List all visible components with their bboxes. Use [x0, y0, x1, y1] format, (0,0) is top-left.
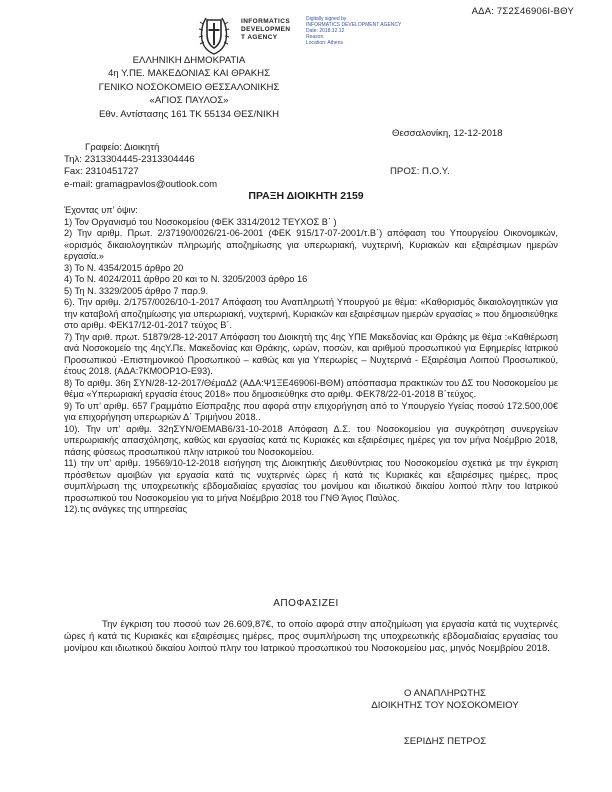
ada-code: ΑΔΑ: 7Σ2Σ46906Ι-ΒΘΥ [471, 6, 574, 17]
considerations-item: 9) Το υπ’ αριθμ. 657 Γραμμάτιο Είσπραξης που αφορά στην επιχορήγηση από το Υπουργείο Υγείας ποσού 172.500,00€ για επιχορήγηση υπερωριών Δ΄ Τριμήνου 2018.. [64, 400, 558, 422]
considerations-item: 12).τις ανάγκες της υπηρεσίας [64, 504, 187, 514]
office-line: Γραφείο: Διοικητή [85, 142, 160, 153]
recipient-line: ΠΡΟΣ: Π.Ο.Υ. [390, 166, 450, 177]
considerations-item: 4) Το Ν. 4024/2011 άρθρο 20 και το Ν. 3205/2003 άρθρο 16 [64, 274, 308, 284]
email-line: e-mail: gramagpavlos@outlook.com [64, 178, 218, 190]
considerations-item: 11) την υπ’ αριθμ. 19569/10-12-2018 εισήγηση της Διοικητικής Διευθύντριας του Νοσοκομείου σχετικά με την έγκριση πρόσθετων αμοιβών για εργασία κατά τις νυχτερινές ώρες ή κατά τις Κυριακές και εξαιρέσιμες ημέρες, προς συμπλήρωση της υποχρεωτικής εβδομαδιαίας εργασίας του μονίμου και ιδιωτικού δικαίου λοιπού πλην του Ιατρικού προσωπικού του Νοσοκομείου για το μήνα Νοέμβριο 2018 του ΓΝΘ Άγιος Παύλος. [64, 458, 558, 503]
considerations-item: 10). Την υπ’ αριθμ. 32ηΣΥΝ/ΘΕΜΑΒ6/31-10-2018 Απόφαση Δ.Σ. του Νοσοκομείου για συγκρότηση συνεργείων υπερωριακής απασχόλησης, καθώς και εργασίας κατά τις Κυριακές και εξαιρέσιμες ημέρες για τον μήνα Νοέμβριο 2018, πάσης φύσεως προσωπικού πλην ιατρικού του Νοσοκομείου. [64, 423, 558, 457]
agency-name-line: DEVELOPMEN [241, 26, 291, 33]
signature-line: Date: 2018.12.12 [306, 28, 345, 34]
considerations-item: 1) Τον Οργανισμό του Νοσοκομείου (ΦΕΚ 3314/2012 ΤΕΥΧΟΣ Β΄ ) [64, 216, 337, 227]
decision-heading: ΑΠΟΦΑΣΙΖΕΙ [273, 598, 339, 609]
letterhead-line-region: 4η Υ.ΠΕ. ΜΑΚΕΔΟΝΙΑΣ ΚΑΙ ΘΡΑΚΗΣ [107, 68, 271, 80]
signature-line: INFORMATICS DEVELOPMENT AGENCY [306, 22, 402, 28]
signatory-name: ΣΕΡΙΔΗΣ ΠΕΤΡΟΣ [403, 735, 487, 747]
preamble: Έχοντας υπ’ όψιν: [64, 205, 138, 215]
signature-line: Reason: [306, 34, 325, 40]
city-date: Θεσσαλονίκη, 12-12-2018 [392, 128, 503, 139]
agency-name [241, 14, 297, 42]
signatory-role-line1: Ο ΑΝΑΠΛΗΡΩΤΗΣ [404, 688, 486, 699]
agency-name-line: T AGENCY [241, 34, 278, 41]
agency-name-line: INFORMATICS [241, 18, 291, 25]
considerations-item: 6). Την αριθμ. 2/1757/0026/10-1-2017 Απόφαση του Αναπληρωτή Υπουργού με θέμα: «Καθορισμός δικαιολογητικών για την καταβολή αποζημίωσης για υπερωριακή, νυχτερινή, Κυριακών και εξαιρέσιμων ημερών εργασίας » που δημοσιεύθηκε στο αριθμ. ΦΕΚ17/12-01-2017 τεύχος Β΄. [64, 297, 558, 330]
considerations-section [64, 205, 558, 516]
fax-line: Fax: 2310451727 [64, 166, 139, 178]
signature-line: Digitally signed by [306, 16, 347, 22]
header-stamp-row [196, 14, 436, 56]
considerations-item: 3) Το Ν. 4354/2015 άρθρο 20 [64, 262, 184, 273]
signature-block [320, 688, 570, 748]
considerations-item: 8) Το αριθμ. 36η ΣΥΝ/28-12-2017/ΘέμαΔ2 (ΑΔΑ:Ψ1ΞΕ46906Ι-ΒΘΜ) απόσπασμα πρακτικών του ΔΣ του Νοσοκομείου με θέμα «Υπερωριακή εργασία έτους 2018» που δημοσιεύθηκε στο αριθμ. ΦΕΚ78/22-01-2018 Β΄τεύχος. [64, 377, 558, 399]
considerations-item: 7) Την αριθ. πρωτ. 51879/28-12-2017 Απόφαση του Διοικητή της 4ης ΥΠΕ Μακεδονίας και Θράκης με θέμα :«Καθιέρωση ανά Νοσοκομείο της 4ηςΥ.Πε. Μακεδονίας και Θράκης, ωρών, ποσών, και αριθμού προσωπικού για Εφημερίες Ιατρικού Προσωπικού -Επιστημονικού Προσωπικού – καθώς και για Υπερωρίες – Νυχτερινά - Εξαιρέσιμα Λοιπού Προσωπικού, έτους 2018. (ΑΔΑ:7ΚΜ0ΟΡ1Ο-Ε93). [64, 331, 558, 376]
letterhead-line-hospital: ΓΕΝΙΚΟ ΝΟΣΟΚΟΜΕΙΟ ΘΕΣΣΑΛΟΝΙΚΗΣ [98, 81, 280, 93]
letterhead-line-republic: ΕΛΛΗΝΙΚΗ ΔΗΜΟΚΡΑΤΙΑ [132, 55, 246, 66]
contact-block [64, 142, 217, 191]
signature-line: Location: Athens [306, 40, 343, 46]
document-title: ΠΡΑΞΗ ΔΙΟΙΚΗΤΗ 2159 [248, 190, 364, 202]
considerations-item: 2) Την αριθμ. Πρωτ. 2/37190/0026/21-06-2001 (ΦΕΚ 915/17-07-2001/τ.Β΄) απόφαση του Υπουργείου Οικονομικών, «ορισμός δικαιολογητικών πληρωμής αποζημίωσης για υπερωριακή, νυχτερινή, Κυριακών και εξαιρέσιμων ημερών εργασία.» [64, 228, 558, 261]
phone-line: Τηλ: 2313304445-2313304446 [64, 154, 195, 166]
letterhead-line-address: Εθν. Αντίστασης 161 ΤΚ 55134 ΘΕΣ/ΝΙΚΗ [98, 108, 280, 120]
letterhead-line-hospital-name: «ΑΓΙΟΣ ΠΑΥΛΟΣ» [149, 95, 229, 107]
considerations-item: 5) Τη Ν. 3329/2005 άρθρο 7 παρ.9. [64, 285, 209, 296]
greek-emblem-icon [196, 14, 232, 56]
digital-signature-stamp [306, 14, 436, 46]
decision-paragraph: Την έγκριση του ποσού των 26.609,87€, το οποίο αφορά στην αποζημίωση για εργασία κατά τις νυχτερινές ώρες ή κατά τις Κυριακές και εξαιρέσιμες ημέρες, προς συμπλήρωση της υποχρεωτικής εβδομαδιαίας εργασίας του μονίμου και ιδιωτικού δικαίου λοιπού πλην του Ιατρικού προσωπικού του Νοσοκομείου μας, μηνός Νοεμβρίου 2018. [64, 619, 558, 655]
letterhead [36, 54, 342, 121]
signatory-role-line2: ΔΙΟΙΚΗΤΗΣ ΤΟΥ ΝΟΣΟΚΟΜΕΙΟΥ [371, 700, 519, 712]
